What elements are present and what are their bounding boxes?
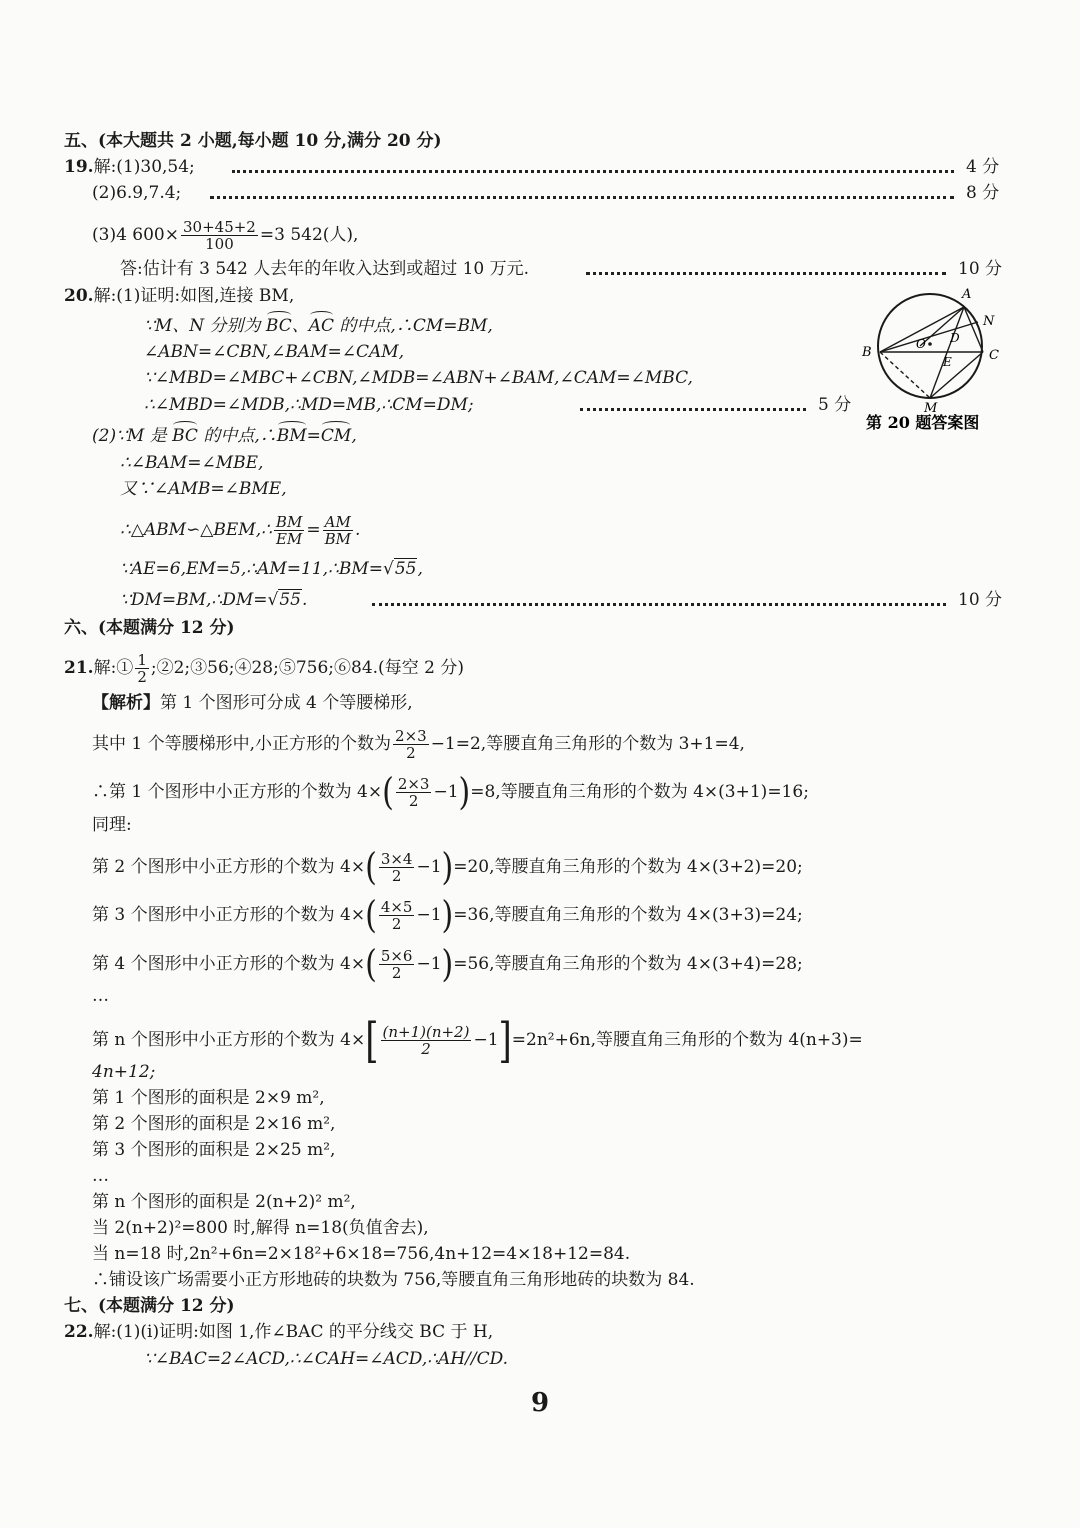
q22-line-1: 22.解:(1)(i)证明:如图 1,作∠BAC 的平分线交 BC 于 H, (64, 1322, 494, 1342)
center-dot (928, 342, 932, 346)
q22-line-2: ∵∠BAC=2∠ACD,∴∠CAH=∠ACD,∴AH//CD. (144, 1349, 509, 1369)
q21-line-18: 当 n=18 时,2n²+6n=2×18²+6×18=756,4n+12=4×18+12=84. (92, 1244, 631, 1264)
fraction: $\frac{(n+1)(n+2)}{2}$ (382, 1023, 470, 1058)
q20-line-8: 又∵∠AMB=∠BME, (120, 479, 287, 499)
score-label: 10 分 (958, 259, 1003, 279)
section-5-title: 五、(本大题共 2 小题,每小题 10 分,满分 20 分) (64, 131, 442, 151)
q21-line-14: 第 3 个图形的面积是 2×25 m², (92, 1140, 336, 1160)
ellipsis: … (92, 1166, 109, 1186)
score-label: 8 分 (966, 183, 1000, 203)
q19-line-2: (2)6.9,7.4; (92, 183, 182, 203)
fraction: $\frac{2\times 3}{2}$ (395, 727, 427, 762)
figure-caption: 第 20 题答案图 (866, 413, 980, 432)
q21-line-5: 同理: (92, 815, 132, 835)
dot-leader (586, 272, 946, 275)
label-M: M (924, 401, 938, 416)
q20-line-6: (2)∵M 是 BC 的中点,∴BM=CM, (92, 426, 357, 446)
dot-leader (372, 603, 946, 606)
dot-leader (232, 170, 954, 173)
dot-leader (580, 408, 806, 411)
q21-line-8: 第 4 个图形中小正方形的个数为 4×( $\frac{5\times 6}{2}$ −1)=56,等腰直角三角形的个数为 4×(3+4)=28; (92, 942, 803, 986)
section-7-title: 七、(本题满分 12 分) (64, 1296, 235, 1316)
fraction: $\frac{1}{2}$ (137, 651, 147, 686)
fraction: $\frac{3\times 4}{2}$ (380, 850, 413, 885)
q21-line-1: 21.解:① $\frac{1}{2}$ ;②2;③56;④28;⑤756;⑥84.(每空 2 分) (64, 651, 464, 686)
dot-leader (210, 196, 954, 199)
q21-line-16: 第 n 个图形的面积是 2(n+2)² m², (92, 1192, 356, 1212)
q20-line-10: ∵AE=6,EM=5,∴AM=11,∴BM=√55, (120, 559, 423, 579)
q21-line-13: 第 2 个图形的面积是 2×16 m², (92, 1114, 336, 1134)
label-B: B (862, 345, 872, 360)
page-number: 9 (530, 1388, 550, 1418)
q21-line-11: 4n+12; (92, 1062, 156, 1082)
q21-line-12: 第 1 个图形的面积是 2×9 m², (92, 1088, 325, 1108)
q20-line-4: ∵∠MBD=∠MBC+∠CBN,∠MDB=∠ABN+∠BAM,∠CAM=∠MBC, (144, 368, 693, 388)
q20-line-2: ∵M、N 分别为 BC、AC 的中点,∴CM=BM, (144, 316, 493, 336)
q21-analysis: 【解析】第 1 个图形可分成 4 个等腰梯形, (92, 693, 413, 713)
q21-line-3: 其中 1 个等腰梯形中,小正方形的个数为 $\frac{2\times 3}{2}$ −1=2,等腰直角三角形的个数为 3+1=4, (92, 727, 745, 762)
q20-line-9: ∴△ABM∽△BEM,∴ $\frac{BM}{EM}$ = $\frac{AM}{BM}$ . (120, 513, 361, 548)
label-A: A (962, 287, 972, 302)
q21-line-6: 第 2 个图形中小正方形的个数为 4×( $\frac{3\times 4}{2}$ −1)=20,等腰直角三角形的个数为 4×(3+2)=20; (92, 845, 803, 889)
q21-line-17: 当 2(n+2)²=800 时,解得 n=18(负值舍去), (92, 1218, 429, 1238)
fraction: $\frac{4\times 5}{2}$ (380, 898, 413, 933)
q19-answer: 答:估计有 3 542 人去年的年收入达到或超过 10 万元. (120, 259, 530, 279)
fraction: $\frac{30+45+2}{100}$ (183, 218, 256, 253)
fraction: $\frac{AM}{BM}$ (324, 513, 351, 548)
q21-conclusion: ∴铺设该广场需要小正方形地砖的块数为 756,等腰直角三角形地砖的块数为 84. (92, 1270, 695, 1290)
ellipsis: … (92, 986, 109, 1006)
q20-figure (854, 280, 1014, 440)
q21-line-7: 第 3 个图形中小正方形的个数为 4×( $\frac{4\times 5}{2}$ −1)=36,等腰直角三角形的个数为 4×(3+3)=24; (92, 893, 803, 937)
q20-line-7: ∴∠BAM=∠MBE, (120, 453, 264, 473)
score-label: 4 分 (966, 157, 1000, 177)
label-C: C (989, 348, 999, 363)
circle-outline (878, 294, 982, 398)
section-6-title: 六、(本题满分 12 分) (64, 618, 235, 638)
q20-line-11: ∵DM=BM,∴DM=√55. (120, 590, 308, 610)
score-label: 10 分 (958, 590, 1003, 610)
score-label: 5 分 (818, 395, 852, 415)
fraction: $\frac{BM}{EM}$ (275, 513, 303, 548)
label-D: D (950, 331, 960, 345)
label-E: E (943, 355, 952, 369)
q20-line-1: 20.解:(1)证明:如图,连接 BM, (64, 286, 295, 306)
q20-line-5: ∴∠MBD=∠MDB,∴MD=MB,∴CM=DM; (144, 395, 474, 415)
q20-line-3: ∠ABN=∠CBN,∠BAM=∠CAM, (144, 342, 405, 362)
q21-line-4: ∴第 1 个图形中小正方形的个数为 4×( $\frac{2\times 3}{2}$ −1)=8,等腰直角三角形的个数为 4×(3+1)=16; (92, 770, 809, 814)
q21-line-10: 第 n 个图形中小正方形的个数为 4×[ $\frac{(n+1)(n+2)}{2}$ −1]=2n²+6n,等腰直角三角形的个数为 4(n+3)= (92, 1012, 863, 1069)
fraction: $\frac{5\times 6}{2}$ (380, 947, 413, 982)
label-N: N (983, 314, 995, 329)
fraction: $\frac{2\times 3}{2}$ (397, 775, 430, 810)
q19-line-1: 19.解:(1)30,54; (64, 157, 195, 177)
q19-line-3: (3)4 600× $\frac{30+45+2}{100}$ =3 542(人), (92, 218, 359, 253)
label-O: O (916, 337, 926, 351)
